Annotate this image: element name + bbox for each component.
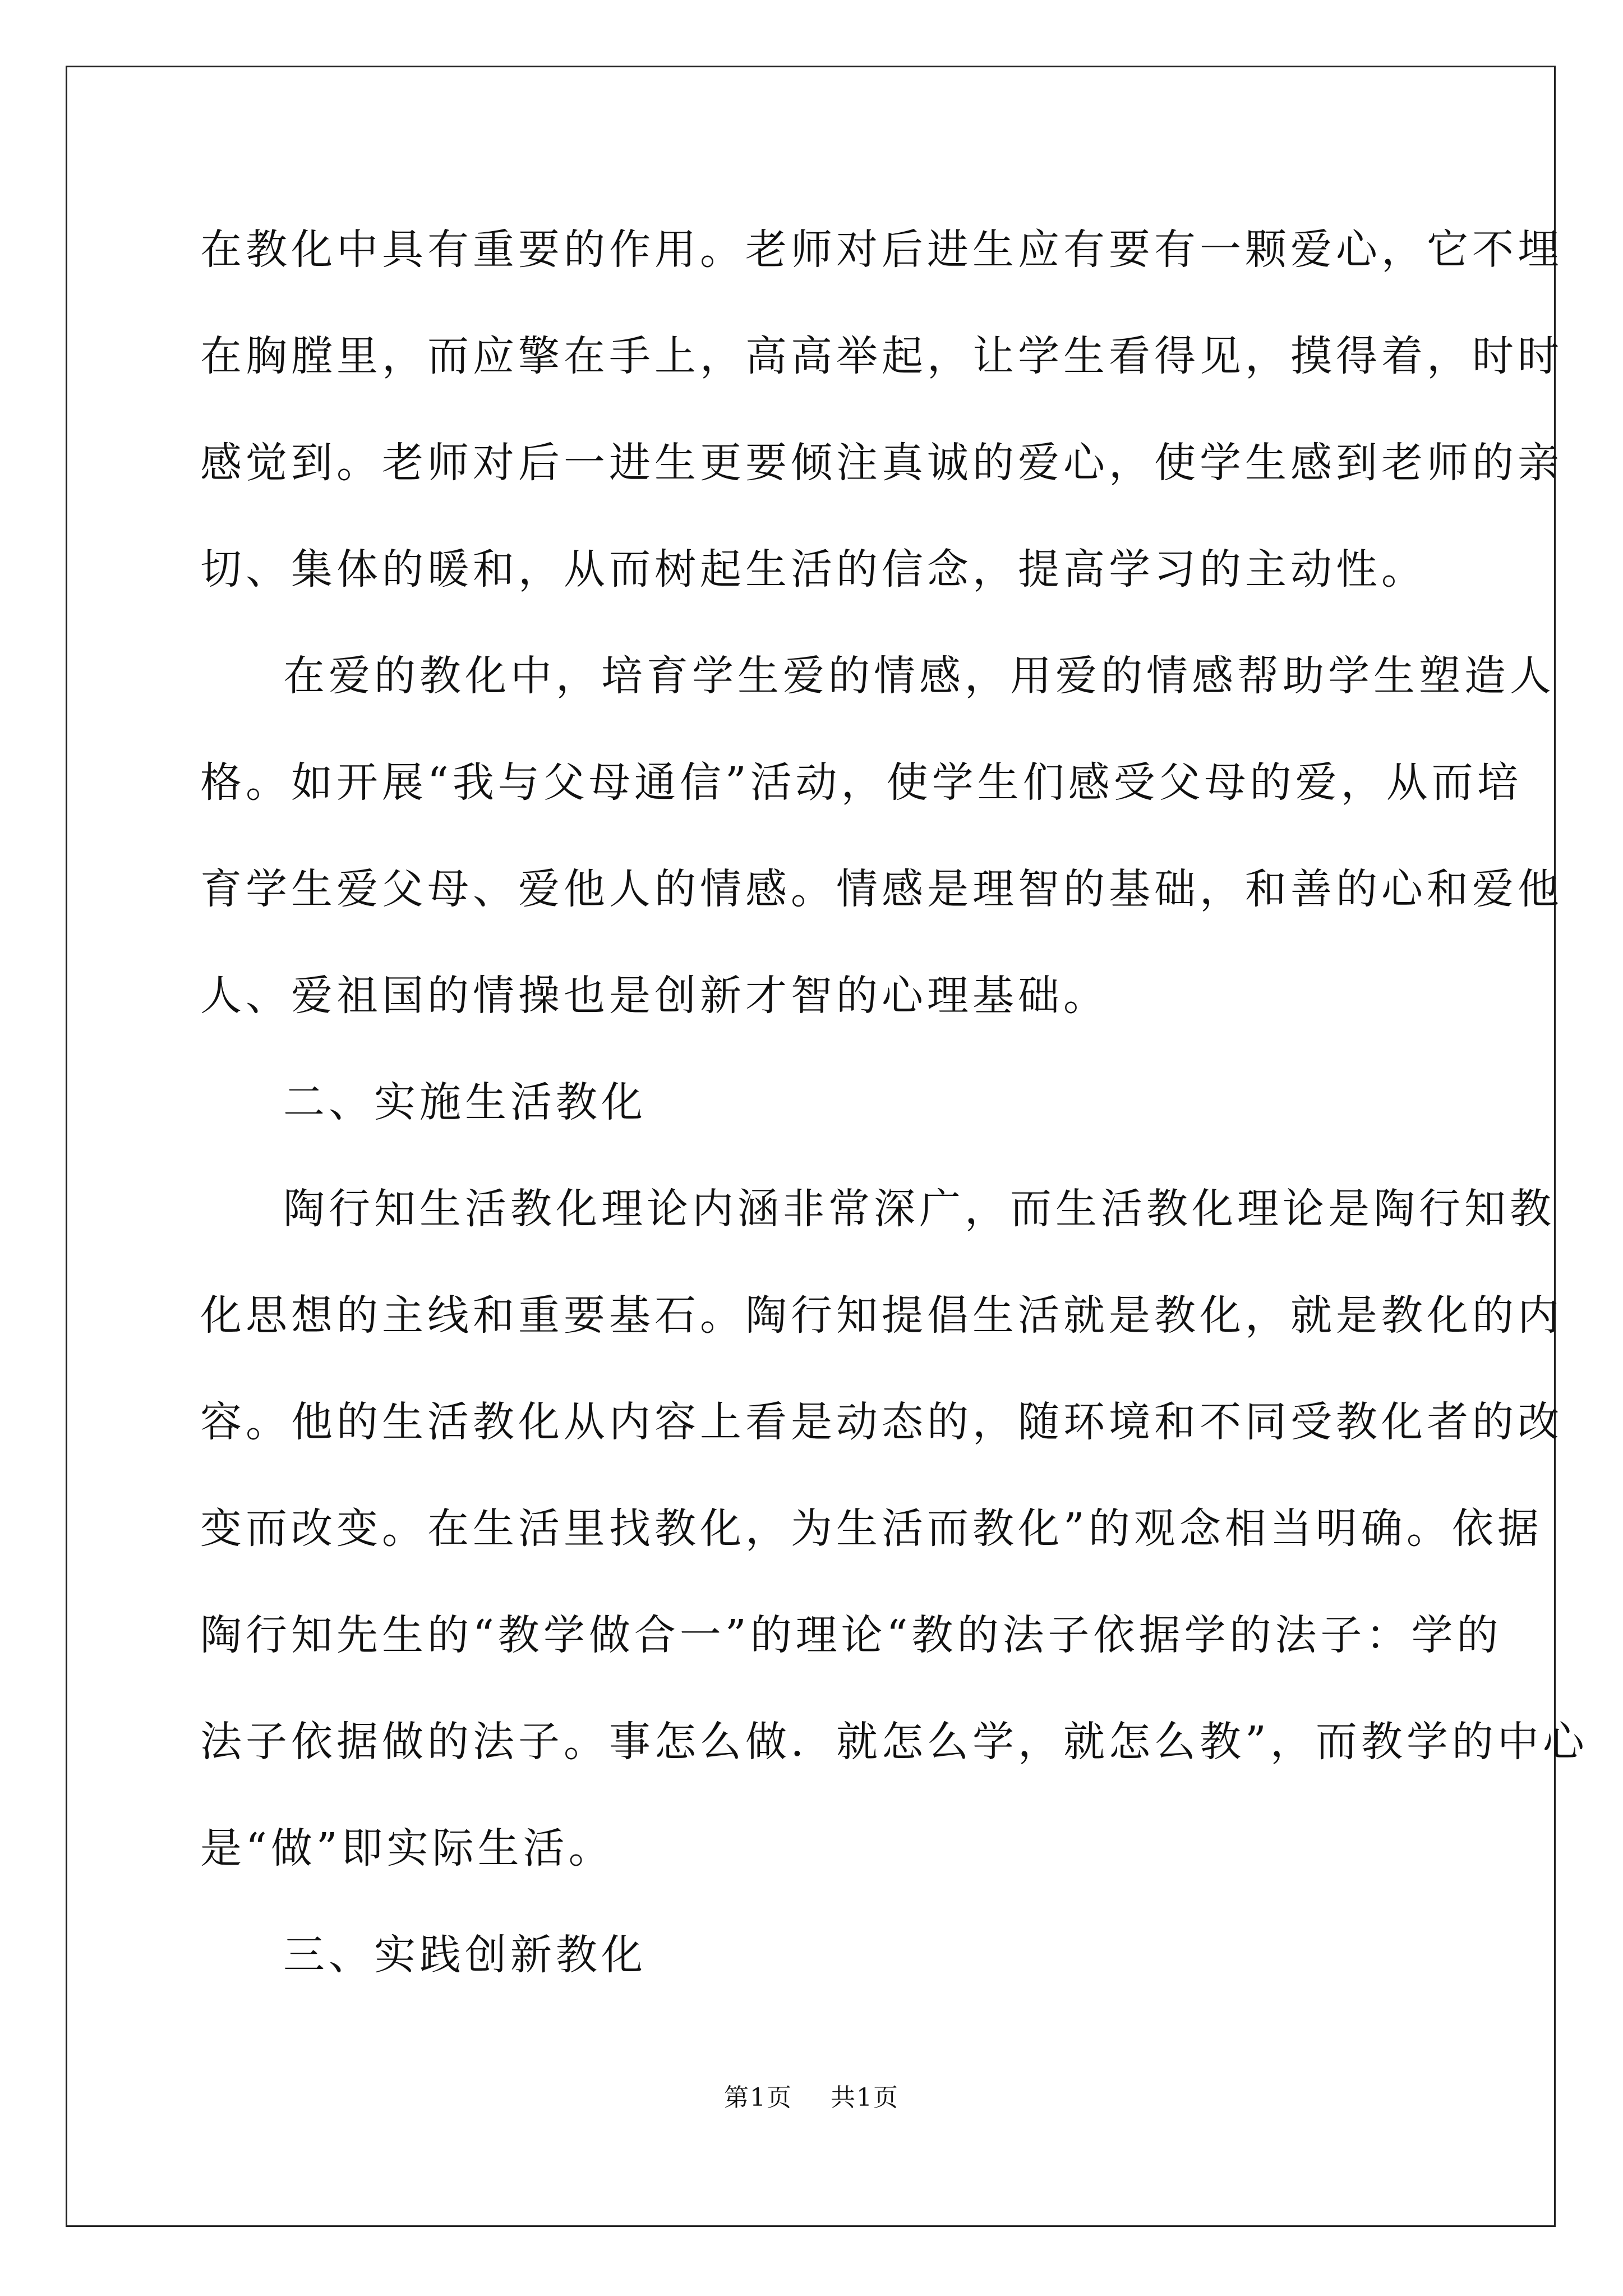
paragraph-line: 在爱的教化中，培育学生爱的情感，用爱的情感帮助学生塑造人	[283, 652, 1555, 700]
page-number-total: 共1页	[831, 2083, 899, 2112]
paragraph-line: 容。他的生活教化从内容上看是动态的，随环境和不同受教化者的改	[200, 1398, 1563, 1446]
paragraph-line: 化思想的主线和重要基石。陶行知提倡生活就是教化，就是教化的内	[200, 1291, 1563, 1340]
paragraph-line: 切、集体的暖和，从而树起生活的信念，提高学习的主动性。	[200, 545, 1427, 593]
paragraph-line: 陶行知生活教化理论内涵非常深广，而生活教化理论是陶行知教	[283, 1185, 1555, 1233]
paragraph-line: 变而改变。在生活里找教化，为生活而教化”的观念相当明确。依据	[200, 1504, 1543, 1553]
section-heading: 二、实施生活教化	[283, 1078, 647, 1126]
paragraph-line: 陶行知先生的“教学做合一”的理论“教的法子依据学的法子：学的	[200, 1611, 1502, 1659]
section-heading: 三、实践创新教化	[283, 1931, 647, 1979]
paragraph-line: 格。如开展“我与父母通信”活动，使学生们感受父母的爱，从而培	[200, 758, 1523, 807]
paragraph-line: 人、爱祖国的情操也是创新才智的心理基础。	[200, 972, 1109, 1020]
paragraph-line: 是“做”即实际生活。	[200, 1824, 614, 1872]
page-number-current: 第1页	[724, 2083, 792, 2112]
paragraph-line: 在胸膛里，而应擎在手上，高高举起，让学生看得见，摸得着，时时	[200, 332, 1563, 380]
paragraph-line: 感觉到。老师对后一进生更要倾注真诚的爱心，使学生感到老师的亲	[200, 439, 1563, 487]
page-footer	[0, 2081, 1623, 2115]
paragraph-line: 法子依据做的法子。事怎么做．就怎么学，就怎么教”，而教学的中心	[200, 1718, 1588, 1766]
paragraph-line: 在教化中具有重要的作用。老师对后进生应有要有一颗爱心，它不埋	[200, 226, 1563, 274]
paragraph-line: 育学生爱父母、爱他人的情感。情感是理智的基础，和善的心和爱他	[200, 865, 1563, 913]
